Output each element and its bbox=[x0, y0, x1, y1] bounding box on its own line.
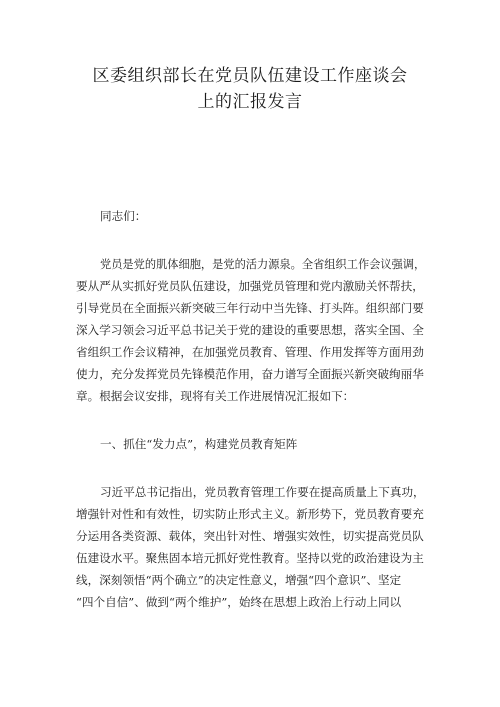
paragraph-1-line-5: 省组织工作会议精神，在加强党员教育、管理、作用发挥等方面用劲 bbox=[76, 345, 424, 359]
paragraph-2-line-5: 线，深刻领悟“两个确立”的决定性意义，增强“四个意识”、坚定 bbox=[76, 573, 402, 587]
paragraph-2-line-1: 习近平总书记指出，党员教育管理工作要在提高质量上下真功， bbox=[100, 485, 425, 499]
greeting: 同志们： bbox=[100, 209, 147, 223]
paragraph-2-line-3: 分运用各类资源、载体，突出针对性、增强实效性，切实提高党员队 bbox=[76, 529, 424, 543]
section-heading-1: 一、抓住“发力点”，构建党员教育矩阵 bbox=[100, 437, 298, 451]
paragraph-1-line-7: 章。根据会议安排，现将有关工作进展情况汇报如下： bbox=[76, 389, 355, 403]
paragraph-1-line-3: 引导党员在全面振兴新突破三年行动中当先锋、打头阵。组织部门要 bbox=[76, 301, 424, 315]
paragraph-2-line-2: 增强针对性和有效性，切实防止形式主义。新形势下，党员教育要充 bbox=[76, 507, 424, 521]
paragraph-1-line-2: 要从严从实抓好党员队伍建设，加强党员管理和党内激励关怀帮扶， bbox=[76, 279, 424, 293]
paragraph-1-line-1: 党员是党的肌体细胞，是党的活力源泉。全省组织工作会议强调， bbox=[100, 257, 426, 271]
paragraph-2-line-6: “四个自信”、做到“两个维护”，始终在思想上政治上行动上同以 bbox=[76, 595, 402, 609]
paragraph-2-line-4: 伍建设水平。聚焦固本培元抓好党性教育。坚持以党的政治建设为主 bbox=[76, 551, 424, 565]
document-title-line-2: 上的汇报发言 bbox=[197, 92, 303, 112]
document-title-line-1: 区委组织部长在党员队伍建设工作座谈会 bbox=[92, 66, 408, 86]
paragraph-1-line-4: 深入学习领会习近平总书记关于党的建设的重要思想，落实全国、全 bbox=[76, 323, 424, 337]
paragraph-1-line-6: 使力，充分发挥党员先锋模范作用，奋力谱写全面振兴新突破绚丽华 bbox=[76, 367, 424, 381]
